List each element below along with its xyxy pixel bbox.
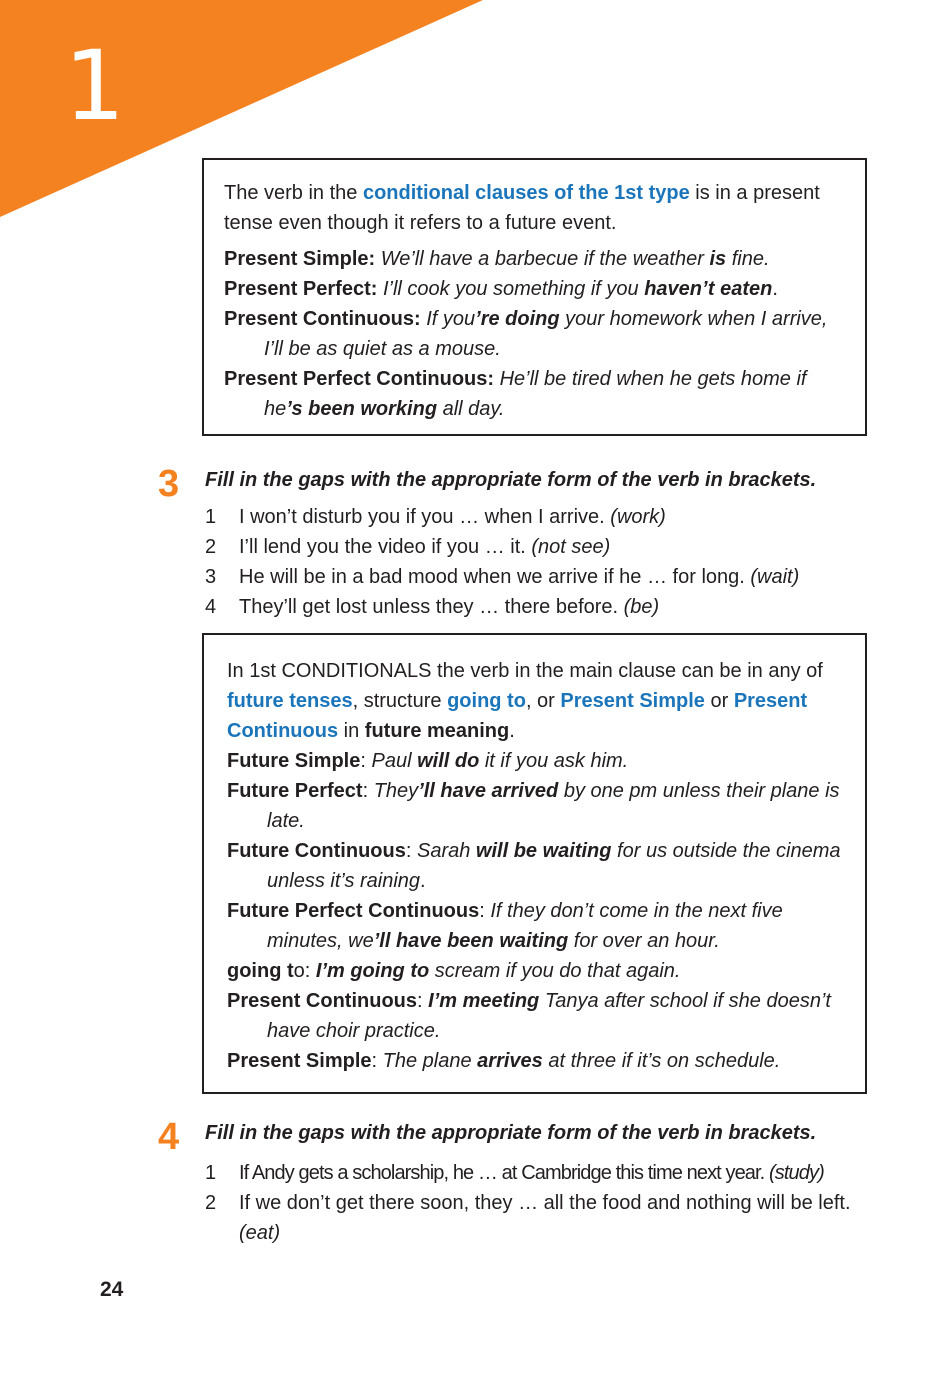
box1-row-present-continuous: Present Continuous: If you’re doing your homework when I arrive, I’ll be as quiet as a mouse. <box>224 308 828 360</box>
list-item: 1 If Andy gets a scholarship, he … at Cambridge this time next year. (study) <box>205 1162 824 1184</box>
list-item: 1 I won’t disturb you if you … when I arrive. (work) <box>205 506 666 528</box>
page-number: 24 <box>100 1278 124 1301</box>
box2-row-future-perfect-continuous: Future Perfect Continuous: If they don’t come in the next five minutes, we’ll have been waiting for over an hour. <box>227 900 783 952</box>
box2-row-future-perfect: Future Perfect: They’ll have arrived by one pm unless their plane is late. <box>227 780 840 832</box>
list-item: 2 If we don’t get there soon, they … all the food and nothing will be left. (eat) <box>205 1192 851 1244</box>
box1-row-present-perfect: Present Perfect: I’ll cook you something if you haven’t eaten. <box>224 278 778 300</box>
unit-number: 1 <box>64 30 126 142</box>
grammar-box-1st-conditionals <box>202 633 867 1094</box>
box1-highlight: conditional clauses of the 1st type <box>362 182 690 204</box>
box1-row-present-simple: Present Simple: We’ll have a barbecue if the weather is fine. <box>224 248 770 270</box>
box2-row-going-to: going to: I’m going to scream if you do that again. <box>227 960 681 982</box>
grammar-box-conditional-clauses <box>202 158 867 436</box>
box1-row-present-perfect-continuous: Present Perfect Continuous: He’ll be tired when he gets home if he’s been working all day. <box>224 368 807 420</box>
list-item: 4 They’ll get lost unless they … there before. (be) <box>205 596 660 618</box>
exercise-3-number: 3 <box>158 463 180 505</box>
box2-row-present-continuous: Present Continuous: I’m meeting Tanya after school if she doesn’t have choir practice. <box>227 990 831 1042</box>
box2-row-future-simple: Future Simple: Paul will do it if you ask him. <box>227 750 629 772</box>
exercise-4-instruction: Fill in the gaps with the appropriate form of the verb in brackets. <box>205 1122 817 1144</box>
exercise-4-list <box>205 1158 865 1248</box>
box2-row-present-simple: Present Simple: The plane arrives at three if it’s on schedule. <box>227 1050 781 1072</box>
list-item: 2 I’ll lend you the video if you … it. (not see) <box>205 536 611 558</box>
box2-row-future-continuous: Future Continuous: Sarah will be waiting for us outside the cinema unless it’s raining. <box>227 840 841 892</box>
exercise-3-list <box>205 502 865 622</box>
box2-intro: In 1st CONDITIONALS the verb in the main clause can be in any of future tenses, structure going to, or Present Simple or Present Continuous in future meaning. <box>227 660 823 742</box>
exercise-4-number: 4 <box>158 1116 180 1158</box>
list-item: 3 He will be in a bad mood when we arrive if he … for long. (wait) <box>205 566 800 588</box>
box1-intro: The verb in the conditional clauses of the 1st type is in a present tense even though it refers to a future event. <box>224 182 820 234</box>
exercise-3-instruction: Fill in the gaps with the appropriate form of the verb in brackets. <box>205 469 817 491</box>
